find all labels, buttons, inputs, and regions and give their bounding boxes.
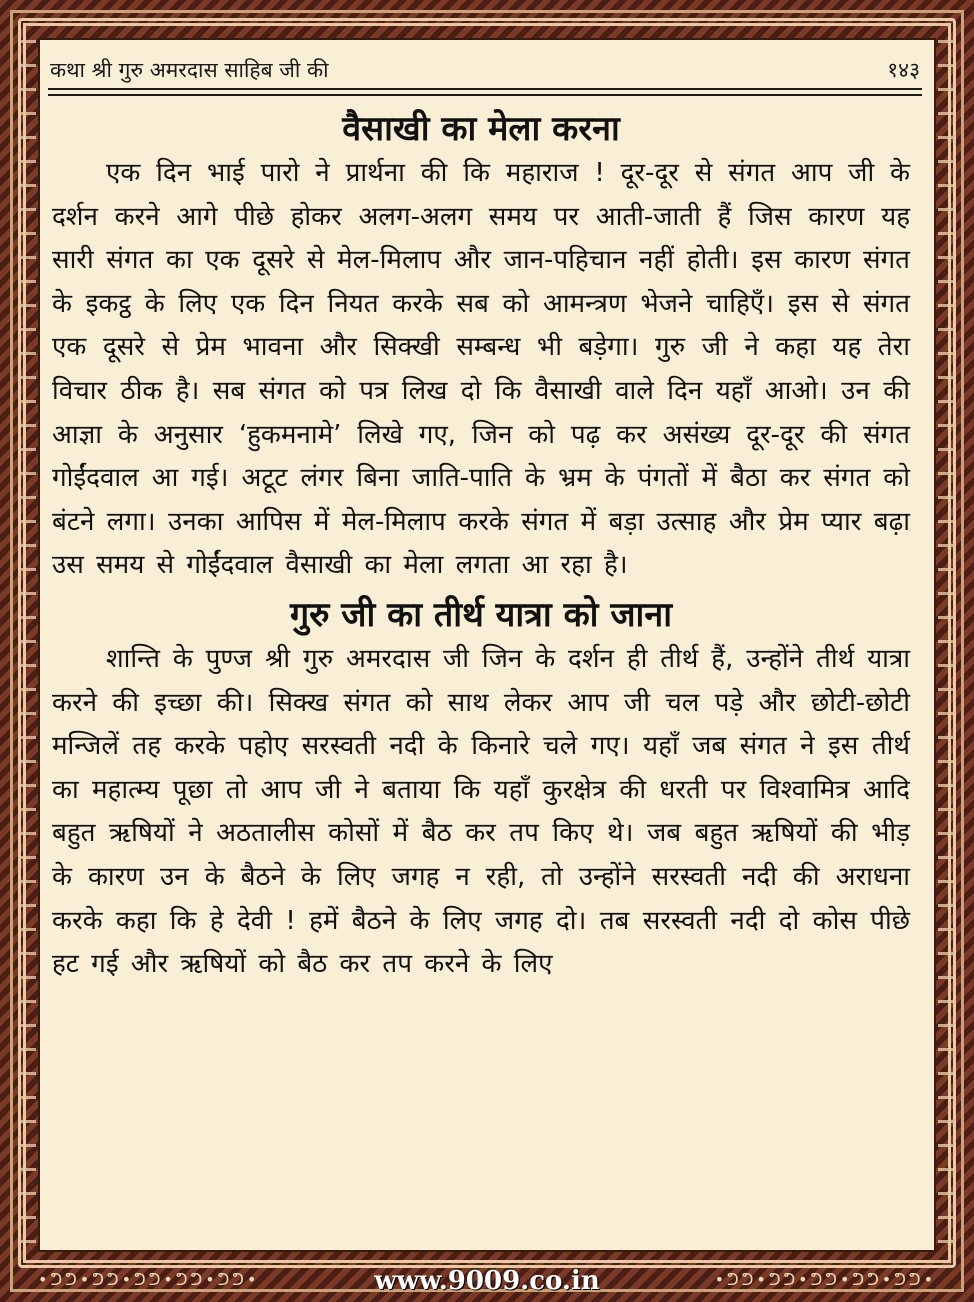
section-paragraph: एक दिन भाई पारो ने प्रार्थना की कि महाराज ! दूर-दूर से संगत आप जी के दर्शन करने आगे पीछे होकर अलग-अलग समय पर आती-जाती हैं जिस कारण यह सारी संगत का एक दूसरे से मेल-मिलाप और जान-पहिचान नहीं होती। इस कारण संगत के इकट्ठ के लिए एक दिन नियत करके सब को आमन्त्रण भेजने चाहिएँ। इस से संगत एक दूसरे से प्रेम भावना और सिक्खी सम्बन्ध भी बड़ेगा। गुरु जी ने कहा यह तेरा विचार ठीक है। सब संगत को पत्र लिख दो कि वैसाखी वाले दिन यहाँ आओ। उन की आज्ञा के अनुसार ‘हुकमनामे’ लिखे गए, जिन को पढ़ कर असंख्य दूर-दूर की संगत गोईंदवाल आ गई। अटूट लंगर बिना जाति-पाति के भ्रम के पंगतों में बैठा कर संगत को बंटने लगा। उनका आपिस में मेल-मिलाप करके संगत में बड़ा उत्साह और प्रेम प्यार बढ़ा उस समय से गोईंदवाल वैसाखी का मेला लगता आ रहा है। — [52, 158, 910, 581]
running-title: कथा श्री गुरु अमरदास साहिब जी की — [50, 58, 329, 82]
left-border-ornament — [20, 40, 36, 1250]
page-body — [52, 106, 910, 987]
section-heading: गुरु जी का तीर्थ यात्रा को जाना — [289, 594, 673, 635]
footer-ornament-right: •ᕤᕤ•ᕤᕤ•ᕤᕤ•ᕤᕤ•ᕤᕤ• — [714, 1270, 936, 1289]
website-url[interactable]: www.9009.co.in — [374, 1266, 600, 1296]
page-footer — [18, 1266, 956, 1296]
section-paragraph: शान्ति के पुण्ज श्री गुरु अमरदास जी जिन के दर्शन ही तीर्थ हैं, उन्होंने तीर्थ यात्रा करने की इच्छा की। सिक्ख संगत को साथ लेकर आप जी चल पड़े और छोटी-छोटी मन्जिलें तह करके पहोए सरस्वती नदी के किनारे चले गए। यहाँ जब संगत ने इस तीर्थ का महात्म्य पूछा तो आप जी ने बताया कि यहाँ कुरक्षेत्र की धरती पर विश्वामित्र आदि बहुत ऋषियों ने अठतालीस कोसों में बैठ कर तप किए थे। जब बहुत ऋषियों की भीड़ के कारण उन के बैठने के लिए जगह न रही, तो उन्होंने सरस्वती नदी की अराधना करके कहा कि हे देवी ! हमें बैठने के लिए जगह दो। तब सरस्वती नदी दो कोस पीछे हट गई और ऋषियों को बैठ कर तप करने के लिए — [52, 643, 910, 980]
section-heading: वैसाखी का मेला करना — [342, 109, 620, 149]
page-number: १४३ — [887, 58, 920, 82]
header-rule-bottom — [48, 94, 922, 96]
header-rule-top — [48, 88, 922, 90]
footer-ornament-left: •ᕤᕤ•ᕤᕤ•ᕤᕤ•ᕤᕤ•ᕤᕤ• — [38, 1270, 260, 1289]
page-header — [50, 52, 920, 92]
book-page — [38, 38, 936, 1252]
right-border-ornament — [938, 40, 954, 1250]
